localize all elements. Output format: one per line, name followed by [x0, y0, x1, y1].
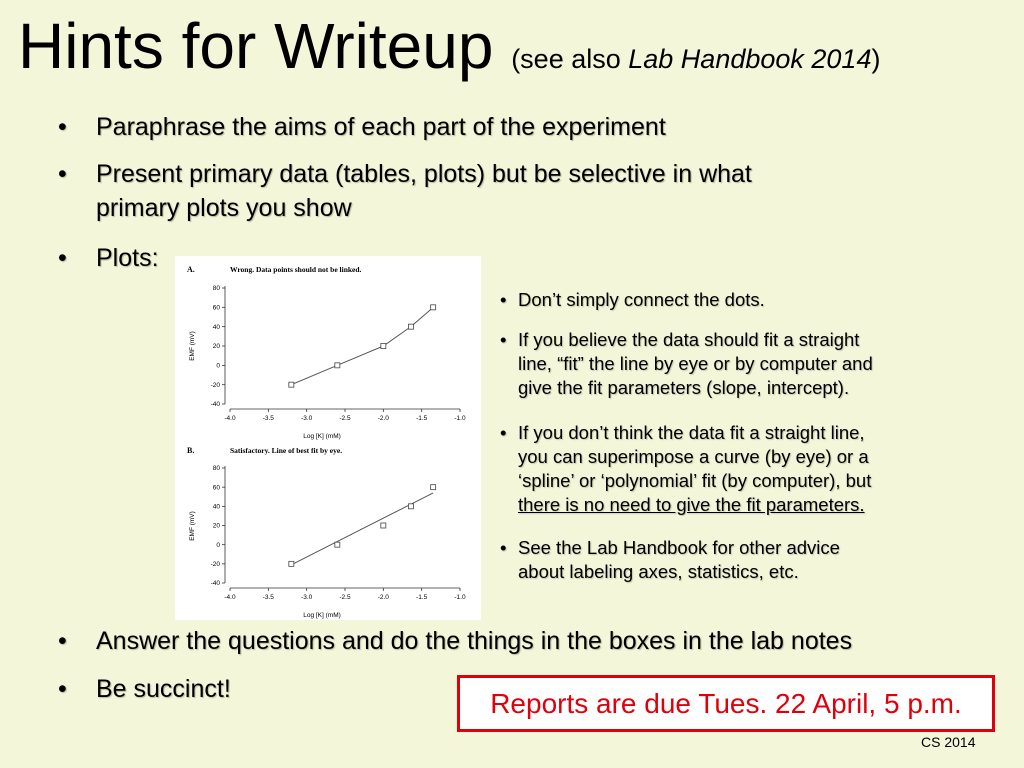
- sub-bullet-connect-dots: [500, 288, 968, 312]
- bullet-present-data: [58, 157, 752, 225]
- bullet-be-succinct: [58, 672, 231, 706]
- sub-bullet-line: you can superimpose a curve (by eye) or a: [518, 446, 869, 467]
- bullet-paraphrase: [58, 110, 666, 144]
- plot-panel-b: [187, 446, 466, 619]
- sub-bullet-line: give the fit parameters (slope, intercept).: [518, 377, 850, 398]
- data-point: [289, 561, 294, 566]
- x-tick-label: -2.0: [377, 415, 389, 422]
- sub-bullet-straight-line: [500, 328, 968, 400]
- title-subnote-handbook: Lab Handbook 2014: [628, 44, 872, 74]
- y-tick-label: 80: [212, 285, 220, 293]
- sub-bullet-line: If you believe the data should fit a straight: [518, 329, 860, 350]
- x-tick-label: -3.5: [262, 415, 274, 422]
- data-point: [408, 324, 413, 329]
- x-tick-label: -2.0: [377, 594, 389, 601]
- y-tick-label: 60: [212, 484, 220, 492]
- data-point: [289, 382, 294, 387]
- panel-b-caption: Satisfactory. Line of best fit by eye.: [230, 446, 343, 455]
- title-subnote: [511, 44, 880, 74]
- x-tick-label: -3.0: [301, 415, 313, 422]
- title-subnote-close: ): [871, 44, 881, 74]
- data-point: [431, 485, 436, 490]
- plots-svg: [175, 256, 481, 620]
- x-tick-label: -4.0: [224, 415, 236, 422]
- panel-b-letter: B.: [187, 446, 195, 455]
- y-tick-label: 0: [216, 541, 220, 549]
- panel-a-xlabel: Log [K] (mM): [303, 433, 341, 440]
- sub-bullet-dot: •: [500, 289, 507, 310]
- x-tick-label: -1.5: [416, 415, 428, 422]
- bullet-text-line: primary plots you show: [96, 194, 352, 222]
- title-main: Hints for Writeup: [18, 10, 494, 82]
- y-tick-label: -40: [210, 401, 220, 409]
- x-tick-label: -1.0: [454, 415, 466, 422]
- data-point: [408, 504, 413, 509]
- footer-credit: CS 2014: [921, 734, 976, 750]
- bullet-text: Answer the questions and do the things in the boxes in the lab notes: [96, 627, 853, 655]
- data-point: [381, 344, 386, 349]
- bullet-text-line: Present primary data (tables, plots) but be selective in what: [96, 160, 752, 188]
- sub-bullet-dot: •: [500, 329, 507, 350]
- bullet-answer-questions: [58, 624, 853, 658]
- sub-bullet-line: Don’t simply connect the dots.: [518, 289, 765, 310]
- x-tick-label: -3.5: [262, 594, 274, 601]
- plot-panel-a: [187, 265, 466, 440]
- sub-bullet-line: ‘spline’ or ‘polynomial’ fit (by computer), but: [518, 470, 872, 491]
- x-tick-label: -2.5: [339, 594, 351, 601]
- sub-bullet-dot: •: [500, 422, 507, 443]
- title-subnote-open: (see also: [511, 44, 629, 74]
- y-tick-label: 60: [212, 304, 220, 312]
- panel-b-ylabel: EMF (mV): [189, 511, 196, 541]
- sub-bullet-line: about labeling axes, statistics, etc.: [518, 561, 799, 582]
- sub-bullet-dot: •: [500, 537, 507, 558]
- x-tick-label: -1.0: [454, 594, 466, 601]
- y-tick-label: 20: [212, 343, 220, 351]
- y-tick-label: -40: [210, 580, 220, 588]
- bullet-dot: •: [58, 675, 67, 703]
- bullet-plots: [58, 241, 159, 275]
- bullet-text: Plots:: [96, 244, 159, 272]
- panel-a-ylabel: EMF (mV): [189, 331, 196, 361]
- y-tick-label: 40: [212, 323, 220, 331]
- panel-a-letter: A.: [187, 265, 195, 274]
- panel-a-caption: Wrong. Data points should not be linked.: [230, 265, 362, 274]
- example-plots-figure: [175, 256, 481, 620]
- y-tick-label: 80: [212, 465, 220, 473]
- y-tick-label: 0: [216, 362, 220, 370]
- y-tick-label: -20: [210, 381, 220, 389]
- panel-b-xlabel: Log [K] (mM): [303, 612, 341, 619]
- bullet-dot: •: [58, 113, 67, 141]
- x-tick-label: -1.5: [416, 594, 428, 601]
- sub-bullet-line: If you don’t think the data fit a straight line,: [518, 422, 865, 443]
- sub-bullet-line: line, “fit” the line by eye or by computer and: [518, 353, 873, 374]
- bullet-dot: •: [58, 627, 67, 655]
- x-tick-label: -4.0: [224, 594, 236, 601]
- bullet-text: Be succinct!: [96, 675, 231, 703]
- x-tick-label: -2.5: [339, 415, 351, 422]
- due-date-box: Reports are due Tues. 22 April, 5 p.m.: [457, 675, 995, 732]
- sub-bullet-curve-fit: [500, 421, 968, 517]
- bullet-dot: •: [58, 244, 67, 272]
- y-tick-label: 40: [212, 503, 220, 511]
- sub-bullet-line-underlined: there is no need to give the fit parameters.: [518, 494, 865, 515]
- data-point: [335, 542, 340, 547]
- bullet-dot: •: [58, 160, 67, 188]
- data-point: [335, 363, 340, 368]
- bullet-text: Paraphrase the aims of each part of the experiment: [96, 113, 666, 141]
- slide-title: [18, 10, 881, 82]
- sub-bullet-handbook: [500, 536, 968, 584]
- connecting-line: [291, 307, 433, 384]
- sub-bullet-line: See the Lab Handbook for other advice: [518, 537, 840, 558]
- y-tick-label: -20: [210, 561, 220, 569]
- x-tick-label: -3.0: [301, 594, 313, 601]
- data-point: [431, 305, 436, 310]
- y-tick-label: 20: [212, 522, 220, 530]
- data-point: [381, 523, 386, 528]
